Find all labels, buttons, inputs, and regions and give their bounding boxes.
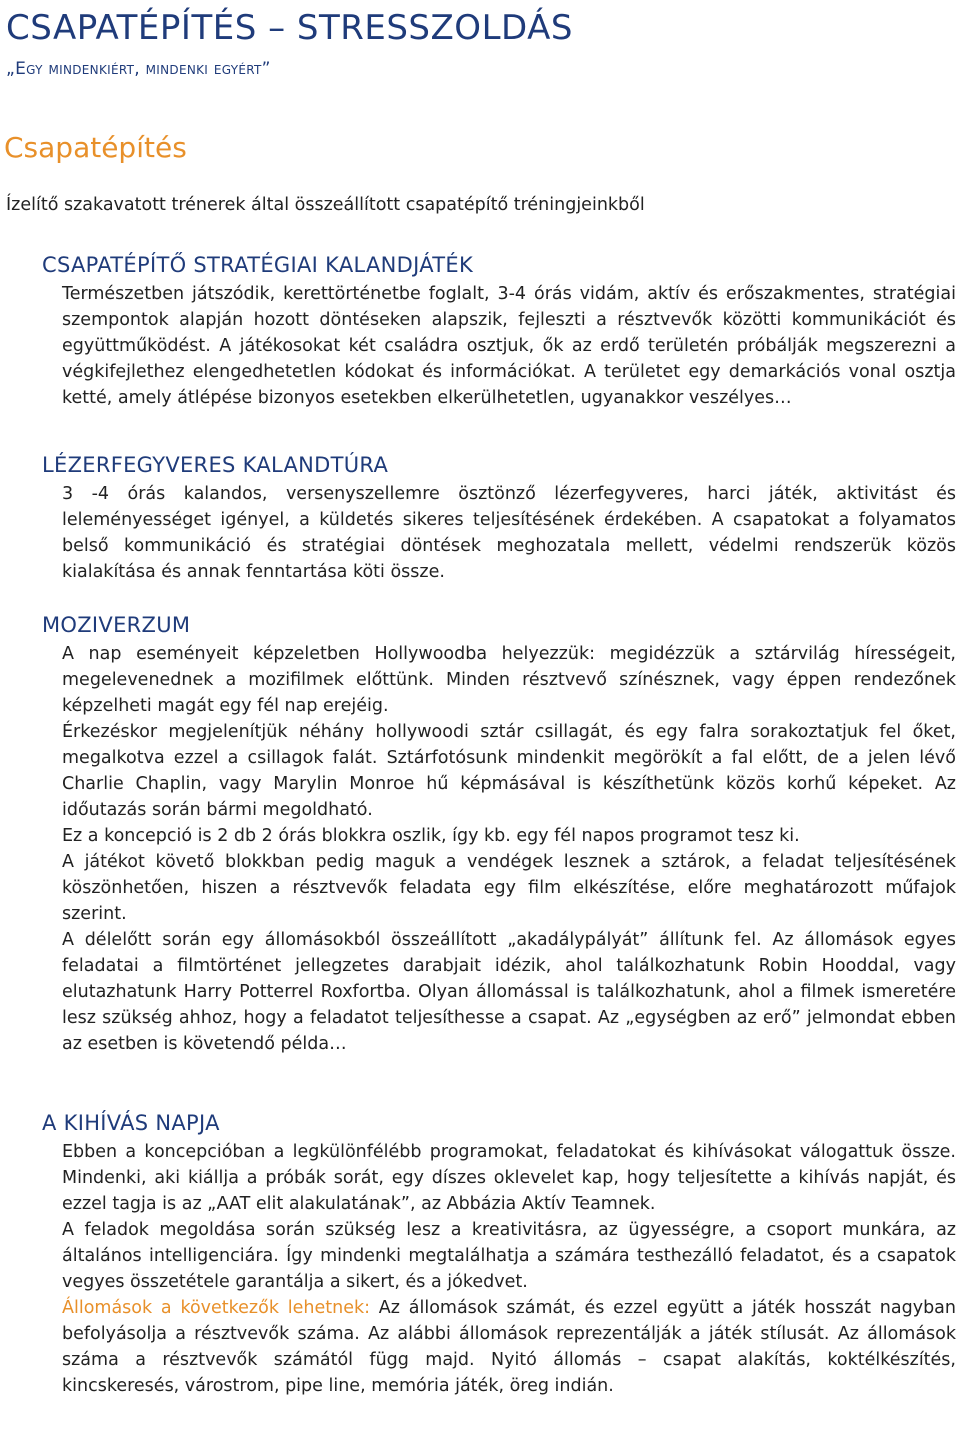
program-title-kalandjatek: CSAPATÉPÍTŐ STRATÉGIAI KALANDJÁTÉK	[42, 253, 474, 277]
program-text-kihivas	[62, 1139, 956, 1399]
paragraph	[62, 1295, 956, 1399]
paragraph: A játékot követő blokkban pedig maguk a vendégek lesznek a sztárok, a feladat teljesítésének köszönhetően, hiszen a résztvevők feladata egy film elkészítése, előre meghatározott műfajok szerint.	[62, 852, 956, 924]
section-intro: Ízelítő szakavatott trénerek által összeállított csapatépítő tréningjeinkből	[6, 195, 645, 215]
paragraph: 3 -4 órás kalandos, versenyszellemre ösztönző lézerfegyveres, harci játék, aktivitást és leleményességet igényel, a küldetés sikeres teljesítésének érdekében. A csapatokat a folyamatos belső kommunikáció és stratégiai döntések meghozatala mellett, védelmi rendszerük közös kialakítása és annak fenntartása köti össze.	[62, 484, 956, 582]
page-subtitle: „Egy mindenkiért, mindenki egyért”	[6, 59, 271, 79]
paragraph: A feladok megoldása során szükség lesz a kreativitásra, az ügyességre, a csoport munkára, az általános intelligenciára. Így mindenki megtalálhatja a számára testhezálló feladatot, és a csapatok vegyes összetétele garantálja a sikert, és a jókedvet.	[62, 1220, 956, 1292]
paragraph: A délelőtt során egy állomásokból összeállított „akadálypályát” állítunk fel. Az állomások egyes feladatai a filmtörténet jellegzetes darabjait idézik, ahol találkozhatunk Robin Hooddal, vagy elutazhatunk Harry Potterrel Roxfortba. Olyan állomással is találkozhatunk, ahol a filmek ismeretére lesz szükség ahhoz, hogy a feladatot teljesíthesse a csapat. Az „egységben az erő” jelmondat ebben az esetben is követendő példa…	[62, 930, 956, 1054]
program-text-lezer	[62, 481, 956, 585]
paragraph-rest: Az állomások számát, és ezzel együtt a játék hosszát nagyban befolyásolja a résztvevők száma. Az alábbi állomások reprezentálják a játék stílusát. Az állomások száma a résztvevők számától függ majd. Nyitó állomás – csapat alakítás, koktélkészítés, kincskeresés, várostrom, pipe line, memória játék, öreg indián.	[62, 1298, 956, 1396]
paragraph: Érkezéskor megjelenítjük néhány hollywoodi sztár csillagát, és egy falra sorakoztatjuk fel őket, megalkotva ezzel a csillagok falát. Sztárfotósunk mindenkit megörökít a fal előtt, de a jelen lévő Charlie Chaplin, vagy Marylin Monroe hű képmásával is készíthetünk közös korhű képeket. Az időutazás során bármi megoldható.	[62, 722, 956, 820]
highlight-label: Állomások a következők lehetnek:	[62, 1298, 370, 1318]
program-title-lezer: LÉZERFEGYVERES KALANDTÚRA	[42, 453, 389, 477]
paragraph: Természetben játszódik, kerettörténetbe foglalt, 3-4 órás vidám, aktív és erőszakmentes, stratégiai szempontok alapján hozott döntéseken alapszik, fejleszti a résztvevők közötti kommunikációt és együttműködést. A játékosokat két családra osztjuk, ők az erdő területén próbálják megszerezni a végkifejlethez elengedhetetlen kódokat és információkat. A területet egy demarkációs vonal osztja ketté, amely átlépése bizonyos esetekben elkerülhetetlen, ugyanakkor veszélyes…	[62, 284, 956, 408]
program-title-moziverzum: MOZIVERZUM	[42, 613, 191, 637]
section-heading: Csapatépítés	[4, 131, 187, 164]
program-text-kalandjatek	[62, 281, 956, 411]
paragraph: Ebben a koncepcióban a legkülönfélébb programokat, feladatokat és kihívásokat válogattuk össze. Mindenki, aki kiállja a próbák sorát, egy díszes oklevelet kap, hogy teljesítette a kihívás napját, és ezzel tagja is az „AAT elit alakulatának”, az Abbázia Aktív Teamnek.	[62, 1142, 956, 1214]
program-text-moziverzum	[62, 641, 956, 1057]
paragraph: A nap eseményeit képzeletben Hollywoodba helyezzük: megidézzük a sztárvilág hírességeit, megelevenednek a mozifilmek előttünk. Minden résztvevő színésznek, vagy éppen rendezőnek képzelheti magát egy fél nap erejéig.	[62, 644, 956, 716]
page-title: CSAPATÉPÍTÉS – STRESSZOLDÁS	[6, 8, 573, 48]
program-title-kihivas: A KIHÍVÁS NAPJA	[42, 1111, 220, 1135]
paragraph: Ez a koncepció is 2 db 2 órás blokkra oszlik, így kb. egy fél napos programot tesz ki.	[62, 826, 800, 846]
